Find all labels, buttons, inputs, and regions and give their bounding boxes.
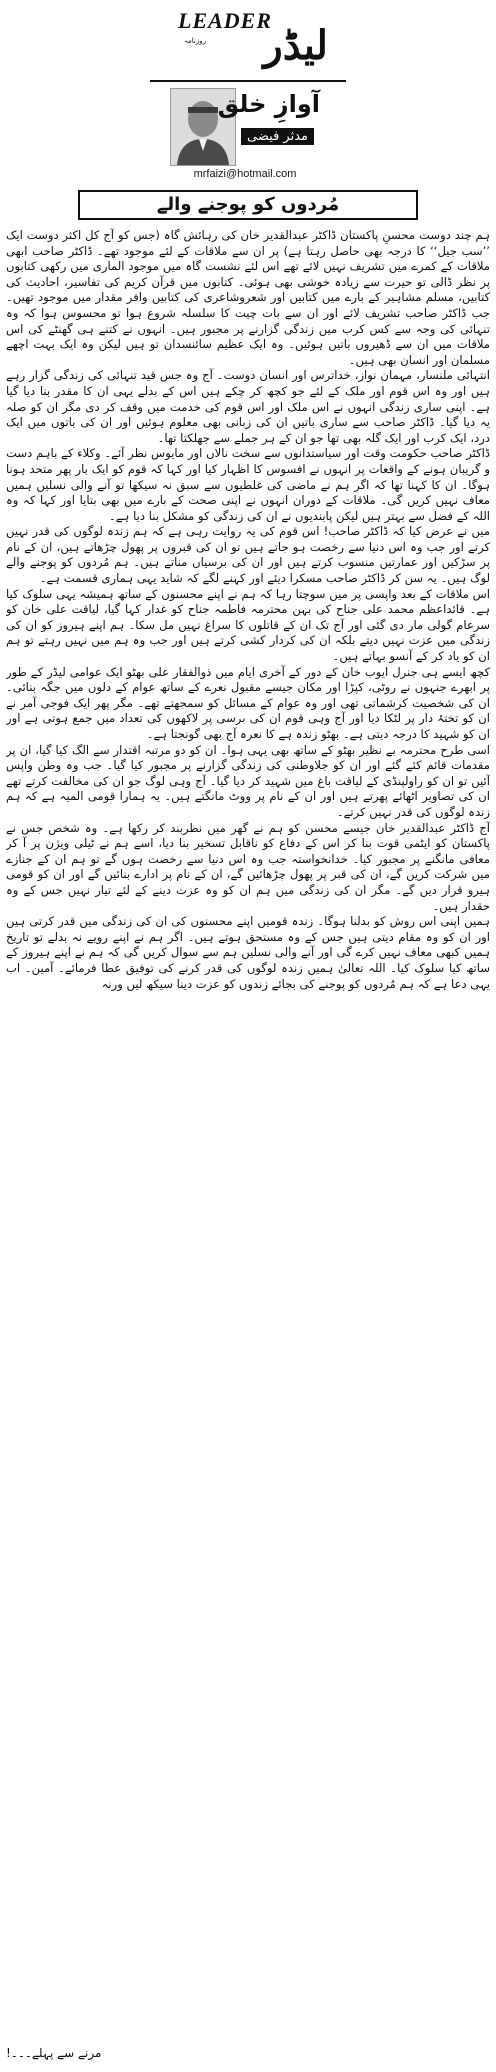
masthead-name-urdu: لیڈر — [263, 22, 328, 69]
column-header — [170, 88, 320, 180]
article-headline: مُردوں کو پوجنے والے — [78, 190, 418, 220]
article-body — [6, 228, 490, 2064]
article-paragraph: آج ڈاکٹر عبدالقدیر خان جیسے محسن کو ہم نے گھر میں نظربند کر رکھا ہے۔ وہ شخص جس نے پاکستان کو ایٹمی قوت بنا کر اس کے دفاع کو ناقابل تسخیر بنا دیا، اسے ہم نے ٹیلی ویژن پر آ کر معافی مانگنے پر مجبور کیا۔ خدانخواستہ جب وہ اس دنیا سے رخصت ہوں گے تو ہم ان کے جنازے میں شرکت کریں گے، ان کی قبر پر پھول چڑھائیں گے، ان کے نام پر ادارے بنائیں گے اور ان کو قومی ہیرو قرار دیں گے۔ مگر ان کی زندگی میں ہم ان کو وہ عزت دینے کے لئے تیار نہیں جس کے وہ حقدار ہیں۔ — [6, 820, 490, 913]
article-paragraph: ہم چند دوست محسنِ پاکستان ڈاکٹر عبدالقدیر خان کی رہائش گاہ (جس کو آج کل اکثر دوست ایک ’’سب جیل‘‘ کا درجہ بھی حاصل رہتا ہے) پر ان سے ملاقات کے لئے موجود تھے۔ ڈاکٹر صاحب ابھی ملاقات کے کمرے میں تشریف نہیں لائے تھے اس لئے نشست گاہ میں موجود الماری میں رکھی کتابوں پر نظر ڈالی تو حیرت سے زیادہ خوشی بھی ہوئی۔ کتابوں میں قرآن کریم کی تفاسیر، احادیث کی کتابیں، مسلم مشاہیر کے بارے میں کتابیں اور شعروشاعری کی کتابیں وافر مقدار میں موجود تھیں۔ جب ڈاکٹر صاحب تشریف لائے اور ان سے بات چیت کا سلسلہ شروع ہوا تو محسوس ہوا کہ وہ تنہائی کی وجہ سے کس کرب میں زندگی گزارنے پر مجبور ہیں۔ انہوں نے کتنے ہی گھنٹے کی اس ملاقات میں ان سے ڈھیروں باتیں ہوئیں۔ وہ ایک عظیم سائنسدان تو ہیں لیکن وہ ایک بہت اچھے مسلمان اور انسان بھی ہیں۔ — [6, 228, 490, 367]
masthead-name-latin: LEADER — [178, 8, 273, 33]
article-paragraph: کچھ ایسے ہی جنرل ایوب خان کے دور کے آخری ایام میں ذوالفقار علی بھٹو ایک عوامی لیڈر کے طور پر ابھرے جنہوں نے روٹی، کپڑا اور مکان جیسے مقبول نعرے کے ساتھ عوام کے دلوں میں جگہ بنائی۔ ان کی شخصیت کرشماتی تھی اور وہ عوام کے مسائل کو سمجھتے تھے۔ مگر پھر ایک فوجی آمر نے ان کو تختۂ دار پر لٹکا دیا اور آج وہی قوم ان کی برسی پر لاکھوں کی تعداد میں جمع ہوتی ہے اور ان کو شہید کا درجہ دیتی ہے۔ بھٹو زندہ ہے کا نعرہ آج بھی گونجتا ہے۔ — [6, 664, 490, 741]
masthead-tagline: روزنامہ — [183, 37, 207, 45]
article-paragraph: میں نے عرض کیا کہ ڈاکٹر صاحب! اس قوم کی یہ روایت رہی ہے کہ ہم زندہ لوگوں کی قدر نہیں کرتے اور جب وہ اس دنیا سے رخصت ہو جاتے ہیں تو ان کی قبروں پر پھول چڑھاتے ہیں، ان کے نام پر سڑکیں اور عمارتیں منسوب کرتے ہیں اور ان کی برسیاں مناتے ہیں۔ ہم مُردوں کو پوجنے والے لوگ ہیں۔ یہ سن کر ڈاکٹر صاحب مسکرا دیئے اور کہنے لگے کہ شاید یہی ہماری قسمت ہے۔ — [6, 524, 490, 586]
article-paragraph: اسی طرح محترمہ بے نظیر بھٹو کے ساتھ بھی یہی ہوا۔ ان کو دو مرتبہ اقتدار سے الگ کیا گیا، ان پر مقدمات قائم کئے گئے اور ان کو جلاوطنی کی زندگی گزارنے پر مجبور کیا گیا۔ جب وہ وطن واپس آئیں تو ان کو راولپنڈی کے لیاقت باغ میں شہید کر دیا گیا۔ آج وہی لوگ جو ان کی مخالفت کرتے تھے ان کی تصاویر اٹھائے پھرتے ہیں اور ان کے نام پر ووٹ مانگتے ہیں۔ یہ ہمارا قومی المیہ ہے کہ ہم زندہ لوگوں کی قدر نہیں کرتے۔ — [6, 742, 490, 819]
article-paragraph: اس ملاقات کے بعد واپسی پر میں سوچتا رہا کہ ہم نے اپنے محسنوں کے ساتھ ہمیشہ یہی سلوک کیا ہے۔ قائداعظم محمد علی جناح کی بہن محترمہ فاطمہ جناح کو غدار کہا گیا، لیاقت علی خان کو سرعام گولی مار دی گئی اور آج تک ان کے قاتلوں کا سراغ نہیں مل سکا۔ ہم اپنے ہیروز کو ان کی زندگی میں عزت نہیں دیتے بلکہ ان کی کردار کشی کرتے ہیں اور جب وہ ہم میں نہیں رہتے تو ہم ان کو یاد کر کے آنسو بہاتے ہیں۔ — [6, 586, 490, 664]
article-paragraph: ہمیں اپنی اس روش کو بدلنا ہوگا۔ زندہ قومیں اپنے محسنوں کی ان کی زندگی میں قدر کرتی ہیں اور ان کو وہ مقام دیتی ہیں جس کے وہ مستحق ہوتے ہیں۔ اگر ہم نے اپنے رویے نہ بدلے تو تاریخ ہمیں کبھی معاف نہیں کرے گی اور آنے والی نسلیں ہم سے سوال کریں گی کہ ہم نے اپنے ہیروز کے ساتھ کیا سلوک کیا۔ اللہ تعالیٰ ہمیں زندہ لوگوں کی قدر کرنے کی توفیق عطا فرمائے۔ آمین۔ اب یہی دعا ہے کہ ہم مُردوں کو پوجنے کی بجائے زندوں کو عزت دینا سیکھ لیں ورنہ — [6, 914, 490, 991]
column-name: آوازِ خلق — [217, 90, 320, 118]
article-paragraph: انتہائی ملنسار، مہمان نواز، خداترس اور انسان دوست۔ آج وہ جس قید تنہائی کی زندگی گزار رہے ہیں اور وہ اس قوم اور ملک کے لئے جو کچھ کر چکے ہیں اس کے بدلے یہی ان کا مقدر بنا دیا گیا ہے۔ اپنی ساری زندگی انہوں نے اس ملک اور اس قوم کی خدمت میں وقف کر دی مگر ان کو صلہ یہ دیا گیا۔ ڈاکٹر صاحب سے ساری باتیں ان کی زبانی بھی معلوم ہوئیں اور ان کی باتوں میں ایک درد، ایک کرب اور ایک گلہ بھی تھا جو ان کے ہر جملے سے جھلکتا تھا۔ — [6, 368, 490, 445]
author-email[interactable]: mrfaizi@hotmail.com — [193, 168, 297, 180]
article-ending: مرنے سے پہلے۔۔۔! — [6, 2046, 102, 2060]
newspaper-masthead — [150, 6, 346, 82]
article-paragraph: ڈاکٹر صاحب حکومت وقت اور سیاستدانوں سے سخت نالاں اور مایوس نظر آئے۔ وکلاء کے باہم دست و گریبان ہونے کے واقعات پر انہوں نے افسوس کا اظہار کیا اور کہا کہ قوم کو ایک بار پھر متحد ہونا ہوگا۔ ان کا کہنا تھا کہ اگر ہم نے ماضی کی غلطیوں سے سبق نہ سیکھا تو آنے والی نسلیں ہمیں معاف نہیں کریں گی۔ ملاقات کے دوران انہوں نے اپنی صحت کے بارے میں بھی بتایا اور کہا کہ وہ اللہ کے فضل سے بہتر ہیں لیکن پابندیوں نے ان کی زندگی کو مشکل بنا دیا ہے۔ — [6, 446, 490, 523]
column-author: مدثر فیضی — [241, 128, 314, 145]
